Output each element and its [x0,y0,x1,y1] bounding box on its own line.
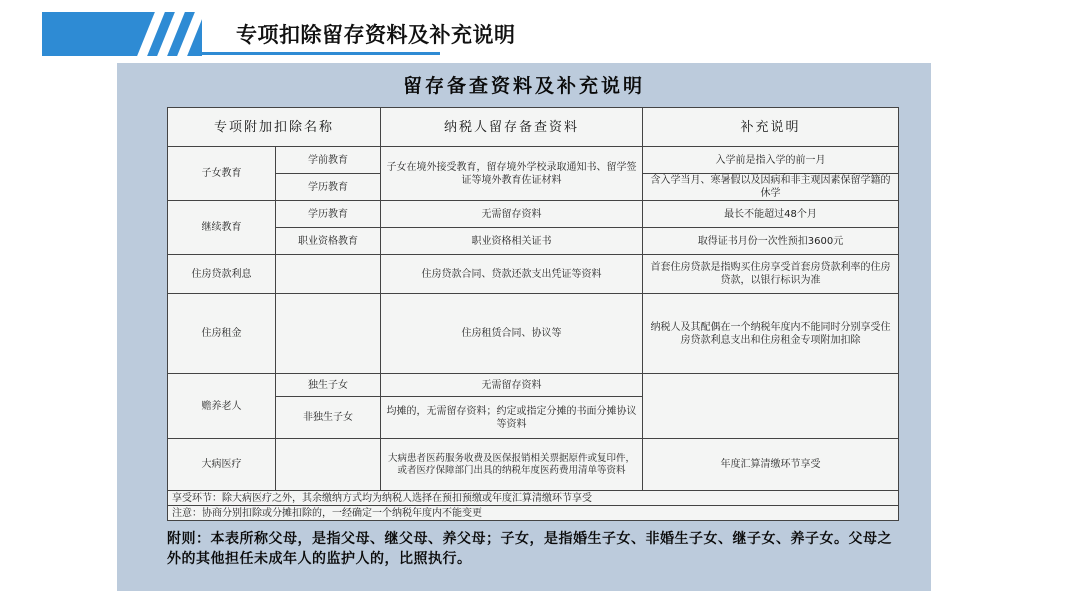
continuing-academic-note: 最长不能超过48个月 [642,200,899,228]
only-child-materials: 无需留存资料 [380,373,643,397]
footer-enjoy-note: 享受环节：除大病医疗之外，其余缴纳方式均为纳税人选择在预扣预缴或年度汇算清缴环节享受 [167,490,899,506]
sub-qualification: 职业资格教育 [275,227,381,255]
header-category: 专项附加扣除名称 [167,107,381,147]
serious-illness-note: 年度汇算清缴环节享受 [642,438,899,491]
child-education-materials: 子女在境外接受教育，留存境外学校录取通知书、留学签证等境外教育佐证材料 [380,146,643,201]
document-title: 留存备查资料及补充说明 [402,75,645,97]
serious-illness-empty [275,438,381,491]
row-housing-loan: 住房贷款利息 [167,254,276,294]
footer-attention-note: 注意：协商分别扣除或分摊扣除的，一经确定一个纳税年度内不能变更 [167,505,899,521]
elderly-support-note-empty [642,373,899,439]
housing-loan-empty [275,254,381,294]
deduction-table [167,107,899,521]
row-elderly-support: 赡养老人 [167,373,276,439]
non-only-child-materials: 均摊的，无需留存资料；约定或指定分摊的书面分摊协议等资料 [380,396,643,439]
sub-continuing-academic: 学历教育 [275,200,381,228]
sub-academic: 学历教育 [275,173,381,201]
row-child-education: 子女教育 [167,146,276,201]
sub-non-only-child: 非独生子女 [275,396,381,439]
qualification-materials: 职业资格相关证书 [380,227,643,255]
row-serious-illness: 大病医疗 [167,438,276,491]
child-education-note-academic: 含入学当月、寒暑假以及因病和非主观因素保留学籍的休学 [642,173,899,201]
header-underline [200,52,440,55]
appendix-text: 附则：本表所称父母，是指父母、继父母、养父母；子女，是指婚生子女、非婚生子女、继子女、养子女。父母之外的其他担任未成年人的监护人的，比照执行。 [167,531,892,567]
row-continuing-education: 继续教育 [167,200,276,255]
housing-rent-empty [275,293,381,374]
document-scan [117,63,931,591]
child-education-note-preschool: 入学前是指入学的前一月 [642,146,899,174]
qualification-note: 取得证书月份一次性预扣3600元 [642,227,899,255]
sub-only-child: 独生子女 [275,373,381,397]
housing-rent-materials: 住房租赁合同、协议等 [380,293,643,374]
continuing-academic-materials: 无需留存资料 [380,200,643,228]
housing-loan-materials: 住房贷款合同、贷款还款支出凭证等资料 [380,254,643,294]
housing-loan-note: 首套住房贷款是指购买住房享受首套房贷款利率的住房贷款，以银行标识为准 [642,254,899,294]
housing-rent-note: 纳税人及其配偶在一个纳税年度内不能同时分别享受住房贷款利息支出和住房租金专项附加扣除 [642,293,899,374]
header-materials: 纳税人留存备查资料 [380,107,643,147]
header-notes: 补充说明 [642,107,899,147]
serious-illness-materials: 大病患者医药服务收费及医保报销相关票据原件或复印件，或者医疗保障部门出具的纳税年度医药费用清单等资料 [380,438,643,491]
slide-title: 专项扣除留存资料及补充说明 [236,23,516,47]
sub-preschool: 学前教育 [275,146,381,174]
row-housing-rent: 住房租金 [167,293,276,374]
slide-header [0,0,1080,60]
